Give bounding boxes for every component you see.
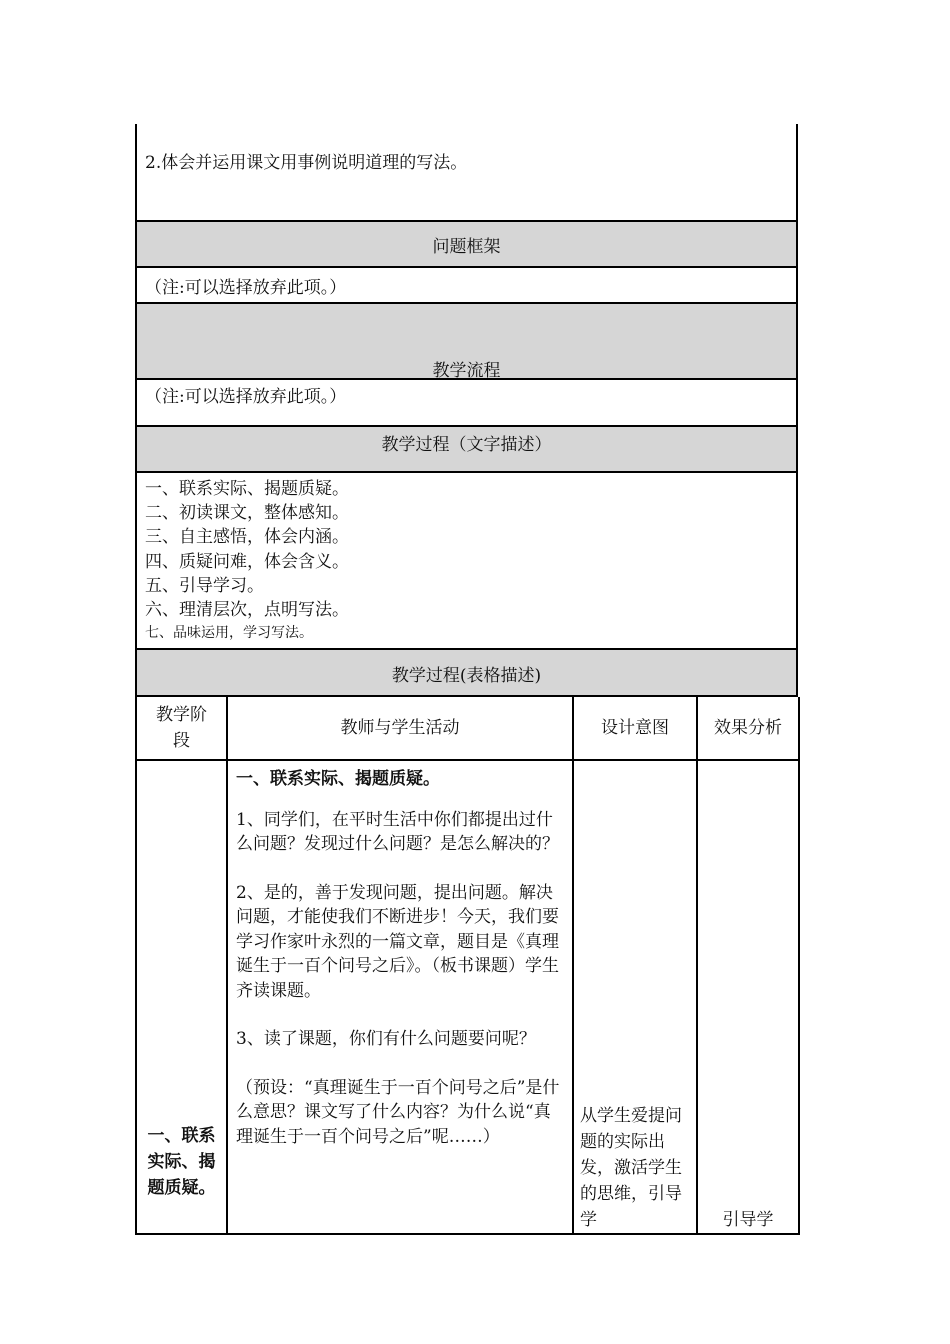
list-item: 七、品味运用，学习写法。 — [145, 625, 313, 642]
list-item: 四、质疑问难，体会含义。 — [145, 551, 349, 572]
header-line: 段 — [173, 731, 190, 751]
section-title: 教学过程（文字描述） — [381, 435, 552, 455]
section-header-process-text — [135, 427, 798, 473]
list-item: 五、引导学习。 — [145, 575, 264, 596]
activity-cell — [227, 760, 573, 1234]
activity-heading: 一、联系实际、揭题质疑。 — [236, 769, 440, 789]
goal-row — [135, 124, 798, 222]
note-text: （注:可以选择放弃此项。） — [145, 387, 347, 407]
section-header-question-framework — [135, 222, 798, 268]
goal-text: 2.体会并运用课文用事例说明道理的写法。 — [145, 153, 468, 173]
stage-cell — [136, 760, 227, 1234]
header-design: 设计意图 — [573, 697, 697, 760]
section-header-teaching-flow — [135, 304, 798, 380]
effect-cell: 引导学 — [697, 760, 799, 1234]
activity-paragraph: 1、同学们，在平时生活中你们都提出过什么问题？发现过什么问题？是怎么解决的？ — [236, 809, 559, 854]
list-item: 一、联系实际、揭题质疑。 — [145, 479, 349, 499]
activity-paragraph: 2、是的，善于发现问题，提出问题。解决问题，才能使我们不断进步！今天，我们要学习作家叶永烈的一篇文章，题目是《真理诞生于一百个问号之后》。（板书课题）学生齐读课题。 — [236, 882, 559, 1001]
header-stage — [136, 697, 227, 760]
section-title: 教学过程(表格描述) — [391, 666, 542, 686]
list-item: 二、初读课文，整体感知。 — [145, 503, 349, 524]
stage-line: 一、联系 — [147, 1126, 216, 1146]
header-effect: 效果分析 — [697, 697, 799, 760]
section-title: 教学流程 — [432, 361, 501, 381]
note-row — [135, 380, 798, 427]
table-header-row — [136, 697, 799, 760]
header-activity: 教师与学生活动 — [227, 697, 573, 760]
design-intent-cell: 从学生爱提问题的实际出发，激活学生的思维，引导学 — [573, 760, 697, 1234]
section-header-process-table — [135, 650, 798, 697]
section-title: 问题框架 — [432, 237, 501, 257]
note-row — [135, 268, 798, 304]
activity-paragraph: 3、读了课题，你们有什么问题要问呢？ — [236, 1029, 536, 1049]
stage-line: 题质疑。 — [147, 1178, 216, 1198]
activity-paragraph: （预设：“真理诞生于一百个问号之后”是什么意思？课文写了什么内容？为什么说“真理诞生于一百个问号之后”呢……） — [236, 1077, 560, 1147]
stage-line: 实际、揭 — [147, 1152, 216, 1172]
steps-list — [135, 473, 798, 650]
table-row — [136, 760, 799, 1234]
process-table — [135, 697, 800, 1235]
document-page — [135, 124, 798, 1235]
list-item: 三、自主感悟，体会内涵。 — [145, 527, 349, 548]
note-text: （注:可以选择放弃此项。） — [145, 278, 347, 298]
list-item: 六、理清层次，点明写法。 — [145, 600, 349, 621]
header-line: 教学阶 — [156, 705, 207, 725]
